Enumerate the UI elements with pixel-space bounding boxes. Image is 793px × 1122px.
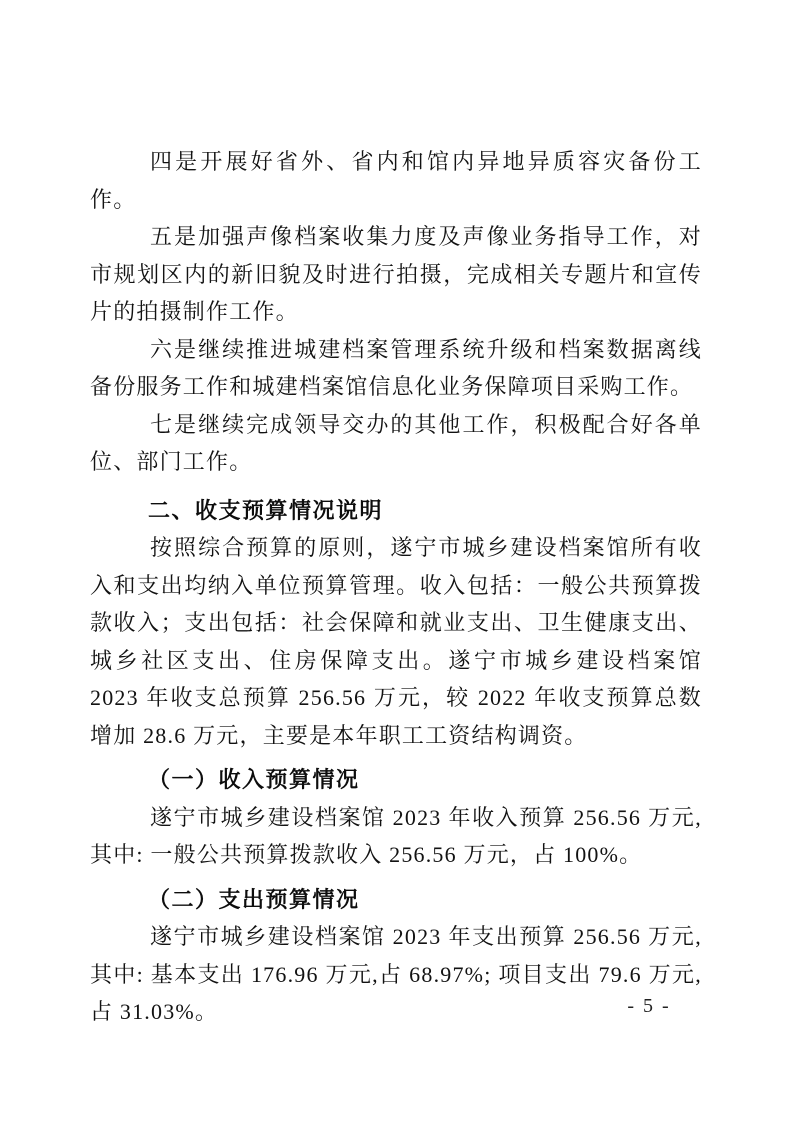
- paragraph-budget-overview: 按照综合预算的原则，遂宁市城乡建设档案馆所有收入和支出均纳入单位预算管理。收入包括：一般公共预算拨款收入；支出包括：社会保障和就业支出、卫生健康支出、城乡社区支出、住房保障支出。遂宁市城乡建设档案馆 2023 年收支总预算 256.56 万元，较 2022 年收支预算总数增加 28.6 万元，主要是本年职工工资结构调资。: [90, 535, 702, 748]
- page-number: - 5 -: [627, 995, 671, 1017]
- paragraph-income-budget: 遂宁市城乡建设档案馆 2023 年收入预算 256.56 万元, 其中: 一般公共预算拨款收入 256.56 万元，占 100%。: [90, 804, 702, 867]
- section-heading-budget-overview: 二、收支预算情况说明: [148, 497, 384, 523]
- subsection-heading-expense: （二）支出预算情况: [148, 886, 360, 912]
- subsection-heading-income: （一）收入预算情况: [148, 767, 360, 792]
- paragraph-item-six: 六是继续推进城建档案管理系统升级和档案数据离线备份服务工作和城建档案馆信息化业务保障项目采购工作。: [90, 336, 702, 399]
- document-content: [90, 143, 702, 1031]
- paragraph-item-four: 四是开展好省外、省内和馆内异地异质容灾备份工作。: [90, 149, 702, 212]
- paragraph-expense-budget: 遂宁市城乡建设档案馆 2023 年支出预算 256.56 万元, 其中: 基本支出 176.96 万元,占 68.97%; 项目支出 79.6 万元,占 31.03%。: [90, 924, 702, 1024]
- paragraph-item-five: 五是加强声像档案收集力度及声像业务指导工作，对市规划区内的新旧貌及时进行拍摄，完成相关专题片和宣传片的拍摄制作工作。: [90, 224, 702, 324]
- paragraph-item-seven: 七是继续完成领导交办的其他工作，积极配合好各单位、部门工作。: [90, 411, 702, 474]
